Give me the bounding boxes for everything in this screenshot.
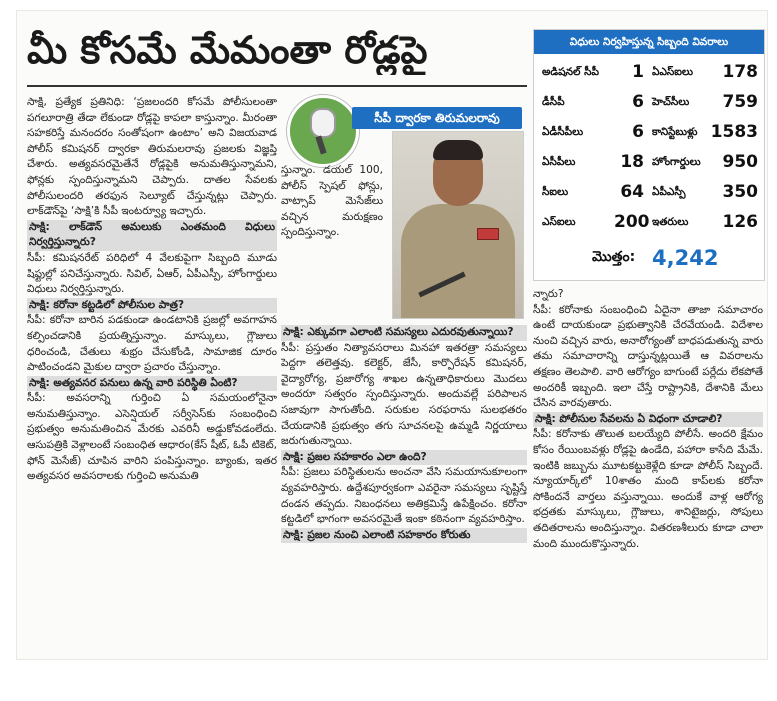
answer-1: సీపీ: కమిషనరేట్‌ పరిధిలో 4 వేలకుపైగా సిబ్బంది మూడు షిఫ్టుల్లో పనిచేస్తున్నారు. సివిల్‌, ఏఆర్‌, ఏపీఎస్పీ, హోంగార్డులు విధులు నిర్వర్తిస్తున్నారు. xyxy=(27,251,277,296)
question-1: సాక్షి: లాక్‌డౌన్‌ అమలుకు ఎంతమంది విధులు నిర్వర్తిస్తున్నారు? xyxy=(27,220,277,251)
staff-count: 1583 xyxy=(710,122,758,142)
question-2: సాక్షి: కరోనా కట్టడిలో పోలీసుల పాత్ర? xyxy=(27,298,277,314)
photo-badge xyxy=(477,228,499,240)
commissioner-photo xyxy=(392,131,524,319)
staff-label: ఏఎస్‌ఐలు xyxy=(652,66,694,78)
staff-label: ఇతరులు xyxy=(652,216,689,228)
answer-5: సీపీ: ప్రజలు పరిస్థితులను అంచనా వేసి సమయానుకూలంగా వ్యవహరిస్తారు. ఉద్దేశపూర్వకంగా ఎవరైనా సమస్యలు సృష్టిస్తే దండన తప్పదు. నిబంధనలు అతిక్రమిస్తే ఉపేక్షించం. కరోనా కట్టడిలో భాగంగా అవసరమైతే ఇంకా కఠినంగా వ్యవహరిస్తాం. xyxy=(281,466,527,526)
staff-total-value: 4,242 xyxy=(652,246,719,270)
staff-count: 200 xyxy=(614,212,650,232)
staff-row xyxy=(534,60,764,84)
headline: మీ కోసమే మేమంతా రోడ్లపై xyxy=(27,28,428,72)
column-2-top xyxy=(281,163,383,323)
staff-label: డీసీపీ xyxy=(542,96,565,108)
newspaper-page xyxy=(16,10,768,660)
column-1 xyxy=(27,95,277,651)
column-2-top-text: స్తున్నాం. డయల్‌ 100, పోలీస్‌ స్పెషల్‌ ఫోన్లు, వాట్సాప్‌ మెసేజ్‌లు వచ్చిన మరుక్షణం స్పందిస్తున్నాం. xyxy=(281,164,383,239)
question-3: సాక్షి: అత్యవసర పనులు ఉన్న వారి పరిస్థితి ఏంటి? xyxy=(27,376,277,392)
staff-row xyxy=(534,210,764,234)
staff-row xyxy=(534,90,764,114)
staff-label: ఏసీపీలు xyxy=(542,156,576,168)
staff-total-label: మొత్తం: xyxy=(592,249,636,265)
answer-2: సీపీ: కరోనా బారిన పడకుండా ఉండటానికి ప్రజల్లో అవగాహన కల్పించడానికి ప్రయత్నిస్తున్నాం. మాస్కులు, గ్లౌజులు ధరించండి, చేతులు శుభ్రం చేసుకోండి, సామాజిక దూరం పాటించండని మైకుల ద్వారా ప్రచారం చేస్తున్నాం. xyxy=(27,314,277,374)
question-5: సాక్షి: ప్రజల సహకారం ఎలా ఉంది? xyxy=(281,450,527,466)
staff-row xyxy=(534,120,764,144)
staff-row xyxy=(534,180,764,204)
question-6-continued: న్నారు? xyxy=(533,288,564,300)
staff-count: 350 xyxy=(722,182,758,202)
microphone-icon xyxy=(287,95,359,167)
answer-6: సీపీ: కరోనాకు సంబంధించి ఏదైనా తాజా సమాచారం ఉంటే దాయకుండా ప్రభుత్వానికి చేరవేయండి. విదేశాల నుంచి వచ్చిన వారు, అనారోగ్యంతో బాధపడుతున్న వారు తమ సమాచారాన్ని దాస్తున్నట్లయితే ఆ వివరాలను తక్షణం తెలపాలి. వారి ఆరోగ్యం బాగుంటే పర్లేదు లేకపోతే అందరికీ ఇబ్బంది. ఇలా చేస్తే రాష్ట్రానికి, దేశానికి మేలు చేసిన వారవుతారు. xyxy=(533,303,763,410)
staff-count: 950 xyxy=(722,152,758,172)
question-4: సాక్షి: ఎక్కువగా ఎలాంటి సమస్యలు ఎదురవుతున్నాయి? xyxy=(281,325,527,341)
answer-4: సీపీ: ప్రస్తుతం నిత్యావసరాలు మినహా ఇతరత్రా సమస్యలు పెద్దగా తలెత్తవు. కలెక్టర్‌, జేసీ, కార్పొరేషన్‌ కమిషనర్‌, వైద్యారోగ్య, ప్రజారోగ్య శాఖల ఉన్నతాధికారులు మొదలు అందరూ సత్వరం స్పందిస్తున్నారు. అందువల్లే పరిపాలన సజావుగా సాగుతోంది. సరుకుల సరఫరాను సులభతరం చేయడానికి ప్రభుత్వం తగు సూచనలపై ఉమ్మడి నిర్ణయాలు జరుగుతున్నాయి. xyxy=(281,341,527,448)
staff-count: 6 xyxy=(632,122,644,142)
staff-count: 178 xyxy=(722,62,758,82)
staff-label: సీఐలు xyxy=(542,186,569,198)
question-6: సాక్షి: ప్రజల నుంచి ఎలాంటి సహకారం కోరుతు xyxy=(281,528,527,544)
answer-3: సీపీ: అవసరాన్ని గుర్తించి ఏ సమయంలోనైనా అనుమతిస్తున్నాం. ఎసెన్షియల్‌ సర్వీసెస్‌కు సంబంధించి ప్రభుత్వం అనుమతించిన మేరకు ఎవరినీ అడ్డుకోవడంలేదు. ఆసుపత్రికి వెళ్లాలంటే సంబంధిత ఆధారం(కేస్‌ షీట్‌, ఓపీ టికెట్‌, ఫోన్‌ మెసేజ్‌) చూపిన వారిని పంపిస్తున్నాం. బ్యాంకు, ఇతర అత్యవసర అవసరాలకు గుర్తించి అనుమతి xyxy=(27,392,277,483)
answer-7: సీపీ: కరోనాకు తొలుత బలయ్యేది పోలీసే. అందరి క్షేమం కోసం రేయింబవళ్లు రోడ్లపై ఉండేది, పహారా కాసేది మేమే. ఇంటికి జబ్బును మూటకట్టుకెళ్లేది కూడా పోలీస్‌ సిబ్బందే. న్యూయార్క్‌లో 10శాతం మంది కాప్‌లకు కరోనా సోకిందనే వార్తలు వస్తున్నాయి. అందుకే వాళ్ల ఆరోగ్య భద్రతకు మాస్కులు, గ్లౌజులు, శానిటైజర్లు, సోపులు తదితరాలను అందిస్తున్నాం. వితరణశీలురు కూడా చాలా మంది ముందుకొస్తున్నారు. xyxy=(533,428,763,550)
column-2 xyxy=(281,325,527,655)
staff-count: 18 xyxy=(620,152,644,172)
intro-paragraph: సాక్షి, ప్రత్యేక ప్రతినిధి: ‘ప్రజలందరి కోసమే పోలీసులంతా పగలూరాత్రి తేడా లేకుండా రోడ్లపై కాపలా కాస్తున్నాం. మీరంతా సహకరిస్తే మనందరం సంతోషంగా ఉంటాం’ అని విజయవాడ పోలీస్‌ కమిషనర్‌ ద్వారకా తిరుమలరావు ప్రజలకు విజ్ఞప్తి చేశారు. అత్యవసరమైతేనే రోడ్లపైకి అనుమతిస్తున్నామని, ఫోన్లకు స్పందిస్తున్నామని చెప్పారు. దాతల సేవలకు పోలీసులందరి తరఫున సెల్యూట్‌ చేస్తున్నట్లు చెప్పారు. లాక్‌డౌన్‌పై ‘సాక్షి’కి సీపీ ఇంటర్వ్యూ ఇచ్చారు. xyxy=(27,96,277,218)
staff-count: 759 xyxy=(722,92,758,112)
headline-rule xyxy=(27,85,527,87)
staff-label: హెచ్‌సీలు xyxy=(652,96,690,108)
staff-count: 126 xyxy=(722,212,758,232)
staff-total xyxy=(534,245,764,275)
photo-hair xyxy=(433,140,483,160)
staff-label: ఎస్‌ఐలు xyxy=(542,216,576,228)
staff-table xyxy=(533,29,765,281)
photo-caption: సీపీ ద్వారకా తిరుమలరావు xyxy=(352,107,522,129)
staff-label: హోంగార్డులు xyxy=(652,156,701,168)
microphone-head xyxy=(310,108,336,138)
staff-count: 6 xyxy=(632,92,644,112)
staff-count: 1 xyxy=(632,62,644,82)
staff-table-title: విధులు నిర్వహిస్తున్న సిబ్బంది వివరాలు xyxy=(534,30,764,54)
staff-label: ఏపీఎస్పీ xyxy=(652,186,686,198)
photo-body xyxy=(401,204,515,319)
staff-row xyxy=(534,150,764,174)
column-3 xyxy=(533,287,763,653)
staff-label: అడిషనల్ సీపీ xyxy=(542,66,599,78)
staff-label: ఏడీసీపీలు xyxy=(542,126,584,138)
staff-count: 64 xyxy=(620,182,644,202)
microphone-stem xyxy=(315,136,326,155)
staff-label: కానిస్టేబుళ్లు xyxy=(652,126,698,138)
question-7: సాక్షి: పోలీసుల సేవలను ఏ విధంగా చూడాలి? xyxy=(533,412,763,428)
